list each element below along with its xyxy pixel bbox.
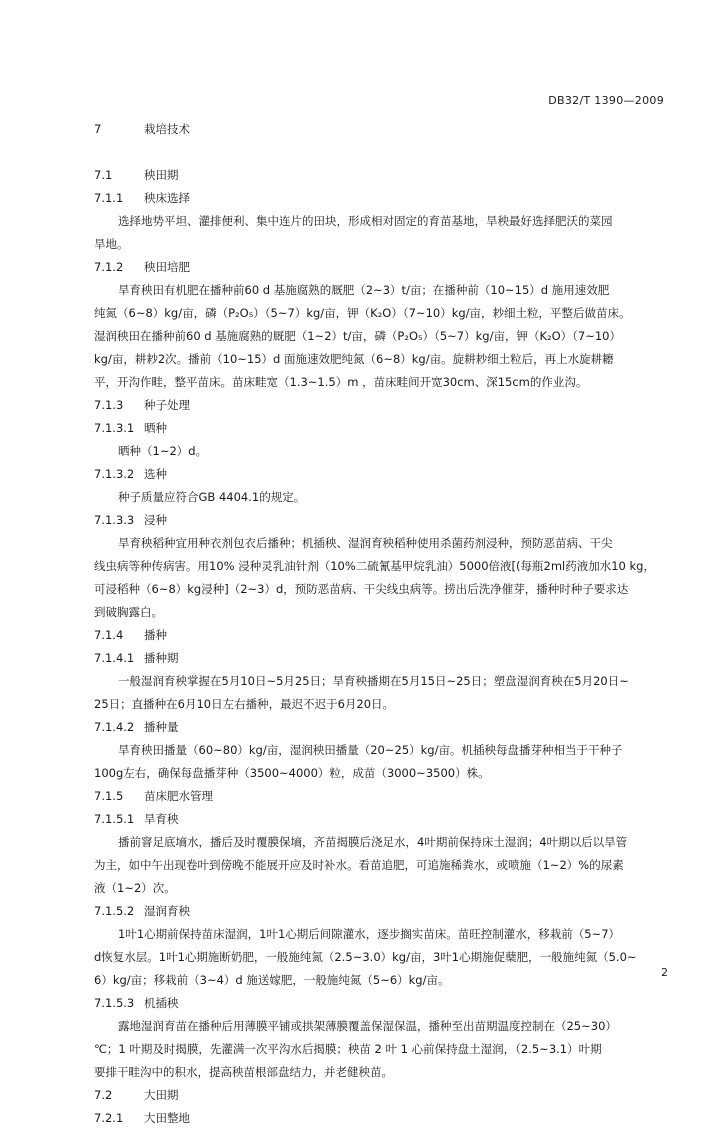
section-title: 秧田期 <box>144 168 179 182</box>
paragraph-line: 到破胸露白。 <box>94 605 163 619</box>
paragraph-line: 旱育秧田有机肥在播种前60 d 基施腐熟的厩肥（2~3）t/亩；在播种前（10~15）d 施用速效肥 <box>118 283 610 297</box>
paragraph-line: 晒种（1~2）d。 <box>118 444 208 458</box>
paragraph-line: 100g左右，确保每盘播芽种（3500~4000）粒，成苗（3000~3500）株。 <box>94 766 490 780</box>
section-title: 秧床选择 <box>144 191 190 205</box>
paragraph-line: 旱育秧稻种宜用种衣剂包衣后播种；机插秧、湿润育秧稻种使用杀菌药剂浸种，预防恶苗病、干尖 <box>118 536 613 550</box>
section-heading <box>94 394 674 417</box>
section-heading <box>94 509 674 532</box>
section-number: 7.2.1 <box>94 1111 124 1125</box>
page-number: 2 <box>661 966 668 979</box>
section-title: 晒种 <box>144 421 167 435</box>
section-heading <box>94 624 674 647</box>
paragraph-line: kg/亩，耕耖2次。播前（10~15）d 面施速效肥纯氮（6~8）kg/亩。旋耕耖细土粒后，再上水旋耕耱 <box>94 352 614 366</box>
section-heading <box>94 187 674 210</box>
section-heading <box>94 647 674 670</box>
paragraph-line: 纯氮（6~8）kg/亩，磷（P₂O₅）（5~7）kg/亩，钾（K₂O）（7~10）kg/亩，耖细土粒，平整后做苗床。 <box>94 306 631 320</box>
paragraph-line: ℃；1 叶期及时揭膜，先灌满一次平沟水后揭膜；秧苗 2 叶 1 心前保持盘土湿润，（2.5~3.1）叶期 <box>94 1042 602 1056</box>
section-number: 7.1.4.1 <box>94 651 135 665</box>
section-title: 机插秧 <box>144 996 179 1010</box>
section-title: 大田期 <box>144 1088 179 1102</box>
section-heading <box>94 1107 674 1130</box>
section-title: 苗床肥水管理 <box>144 789 213 803</box>
paragraph-line: 可浸稻种（6~8）kg浸种]（2~3）d，预防恶苗病、干尖线虫病等。捞出后洗净催芽，播种时种子要求达 <box>94 582 629 596</box>
section-heading <box>94 164 674 187</box>
paragraph-line: 旱地。 <box>94 237 129 251</box>
section-title: 播种 <box>144 628 167 642</box>
paragraph-line: 播前窨足底墒水，播后及时覆膜保墒，齐苗揭膜后浇足水，4叶期前保持床土湿润；4叶期以后以旱管 <box>118 835 628 849</box>
paragraph-line: 为主，如中午出现卷叶到傍晚不能展开应及时补水。看苗追肥，可追施稀粪水，或喷施（1~2）%的尿素 <box>94 858 624 872</box>
section-number: 7.1.5.2 <box>94 904 135 918</box>
document-body <box>94 118 674 1130</box>
section-number: 7.1.3 <box>94 398 124 412</box>
section-title: 旱育秧 <box>144 812 179 826</box>
section-number: 7.1.3.1 <box>94 421 135 435</box>
paragraph-line: 一般湿润育秧掌握在5月10日~5月25日；旱育秧播期在5月15日~25日；塑盘湿润育秧在5月20日~ <box>118 674 629 688</box>
paragraph-line: 液（1~2）次。 <box>94 881 176 895</box>
section-number: 7.1.5.1 <box>94 812 135 826</box>
section-heading <box>94 463 674 486</box>
standard-code: DB32/T 1390—2009 <box>548 94 664 107</box>
section-number: 7.1 <box>94 168 113 182</box>
section-title: 湿润育秧 <box>144 904 190 918</box>
paragraph-line: 种子质量应符合GB 4404.1的规定。 <box>118 490 306 504</box>
section-title: 秧田培肥 <box>144 260 190 274</box>
section-title: 选种 <box>144 467 167 481</box>
section-number: 7 <box>94 122 102 136</box>
section-number: 7.1.3.3 <box>94 513 135 527</box>
section-heading <box>94 256 674 279</box>
paragraph-line: 湿润秧田在播种前60 d 基施腐熟的厩肥（1~2）t/亩，磷（P₂O₅）（5~7）kg/亩，钾（K₂O）（7~10） <box>94 329 621 343</box>
section-title: 大田整地 <box>144 1111 190 1125</box>
section-number: 7.1.2 <box>94 260 124 274</box>
section-number: 7.1.4.2 <box>94 720 135 734</box>
section-title: 种子处理 <box>144 398 190 412</box>
paragraph-line: 25日；直播种在6月10日左右播种，最迟不迟于6月20日。 <box>94 697 395 711</box>
paragraph-line: 旱育秧田播量（60~80）kg/亩，湿润秧田播量（20~25）kg/亩。机插秧每盘播芽种相当于干种子 <box>118 743 623 757</box>
section-heading <box>94 785 674 808</box>
section-heading <box>94 118 674 141</box>
section-heading <box>94 1084 674 1107</box>
section-heading <box>94 716 674 739</box>
paragraph-line: 平，开沟作畦，整平苗床。苗床畦宽（1.3~1.5）m ，苗床畦间开宽30cm、深15cm的作业沟。 <box>94 375 588 389</box>
paragraph-line: 线虫病等种传病害。用10% 浸种灵乳油针剂（10%二硫氰基甲烷乳油）5000倍液[(每瓶2ml药液加水10 kg， <box>94 559 655 573</box>
section-heading <box>94 808 674 831</box>
section-number: 7.2 <box>94 1088 113 1102</box>
section-number: 7.1.5 <box>94 789 124 803</box>
section-title: 播种期 <box>144 651 179 665</box>
paragraph-line: d恢复水层。1叶1心期施断奶肥，一般施纯氮（2.5~3.0）kg/亩，3叶1心期施促蘖肥，一般施纯氮（5.0~ <box>94 950 637 964</box>
section-heading <box>94 900 674 923</box>
paragraph-line: 6）kg/亩；移栽前（3~4）d 施送嫁肥，一般施纯氮（5~6）kg/亩。 <box>94 973 450 987</box>
section-title: 播种量 <box>144 720 179 734</box>
section-number: 7.1.5.3 <box>94 996 135 1010</box>
section-title: 栽培技术 <box>144 122 190 136</box>
section-number: 7.1.3.2 <box>94 467 135 481</box>
section-heading <box>94 992 674 1015</box>
paragraph-line: 1叶1心期前保持苗床湿润，1叶1心期后间隙灌水，逐步搁实苗床。苗旺控制灌水，移栽前（5~7） <box>118 927 621 941</box>
section-title: 浸种 <box>144 513 167 527</box>
paragraph-line: 选择地势平坦、灌排便利、集中连片的田块，形成相对固定的育苗基地，旱秧最好选择肥沃的菜园 <box>118 214 613 228</box>
blank-line <box>94 141 674 164</box>
section-number: 7.1.4 <box>94 628 124 642</box>
paragraph-line: 要排干畦沟中的积水，提高秧苗根部盘结力，并老健秧苗。 <box>94 1065 393 1079</box>
paragraph-line: 露地湿润育苗在播种后用薄膜平铺或拱架薄膜覆盖保湿保温，播种至出苗期温度控制在（25~30） <box>118 1019 617 1033</box>
section-number: 7.1.1 <box>94 191 124 205</box>
section-heading <box>94 417 674 440</box>
